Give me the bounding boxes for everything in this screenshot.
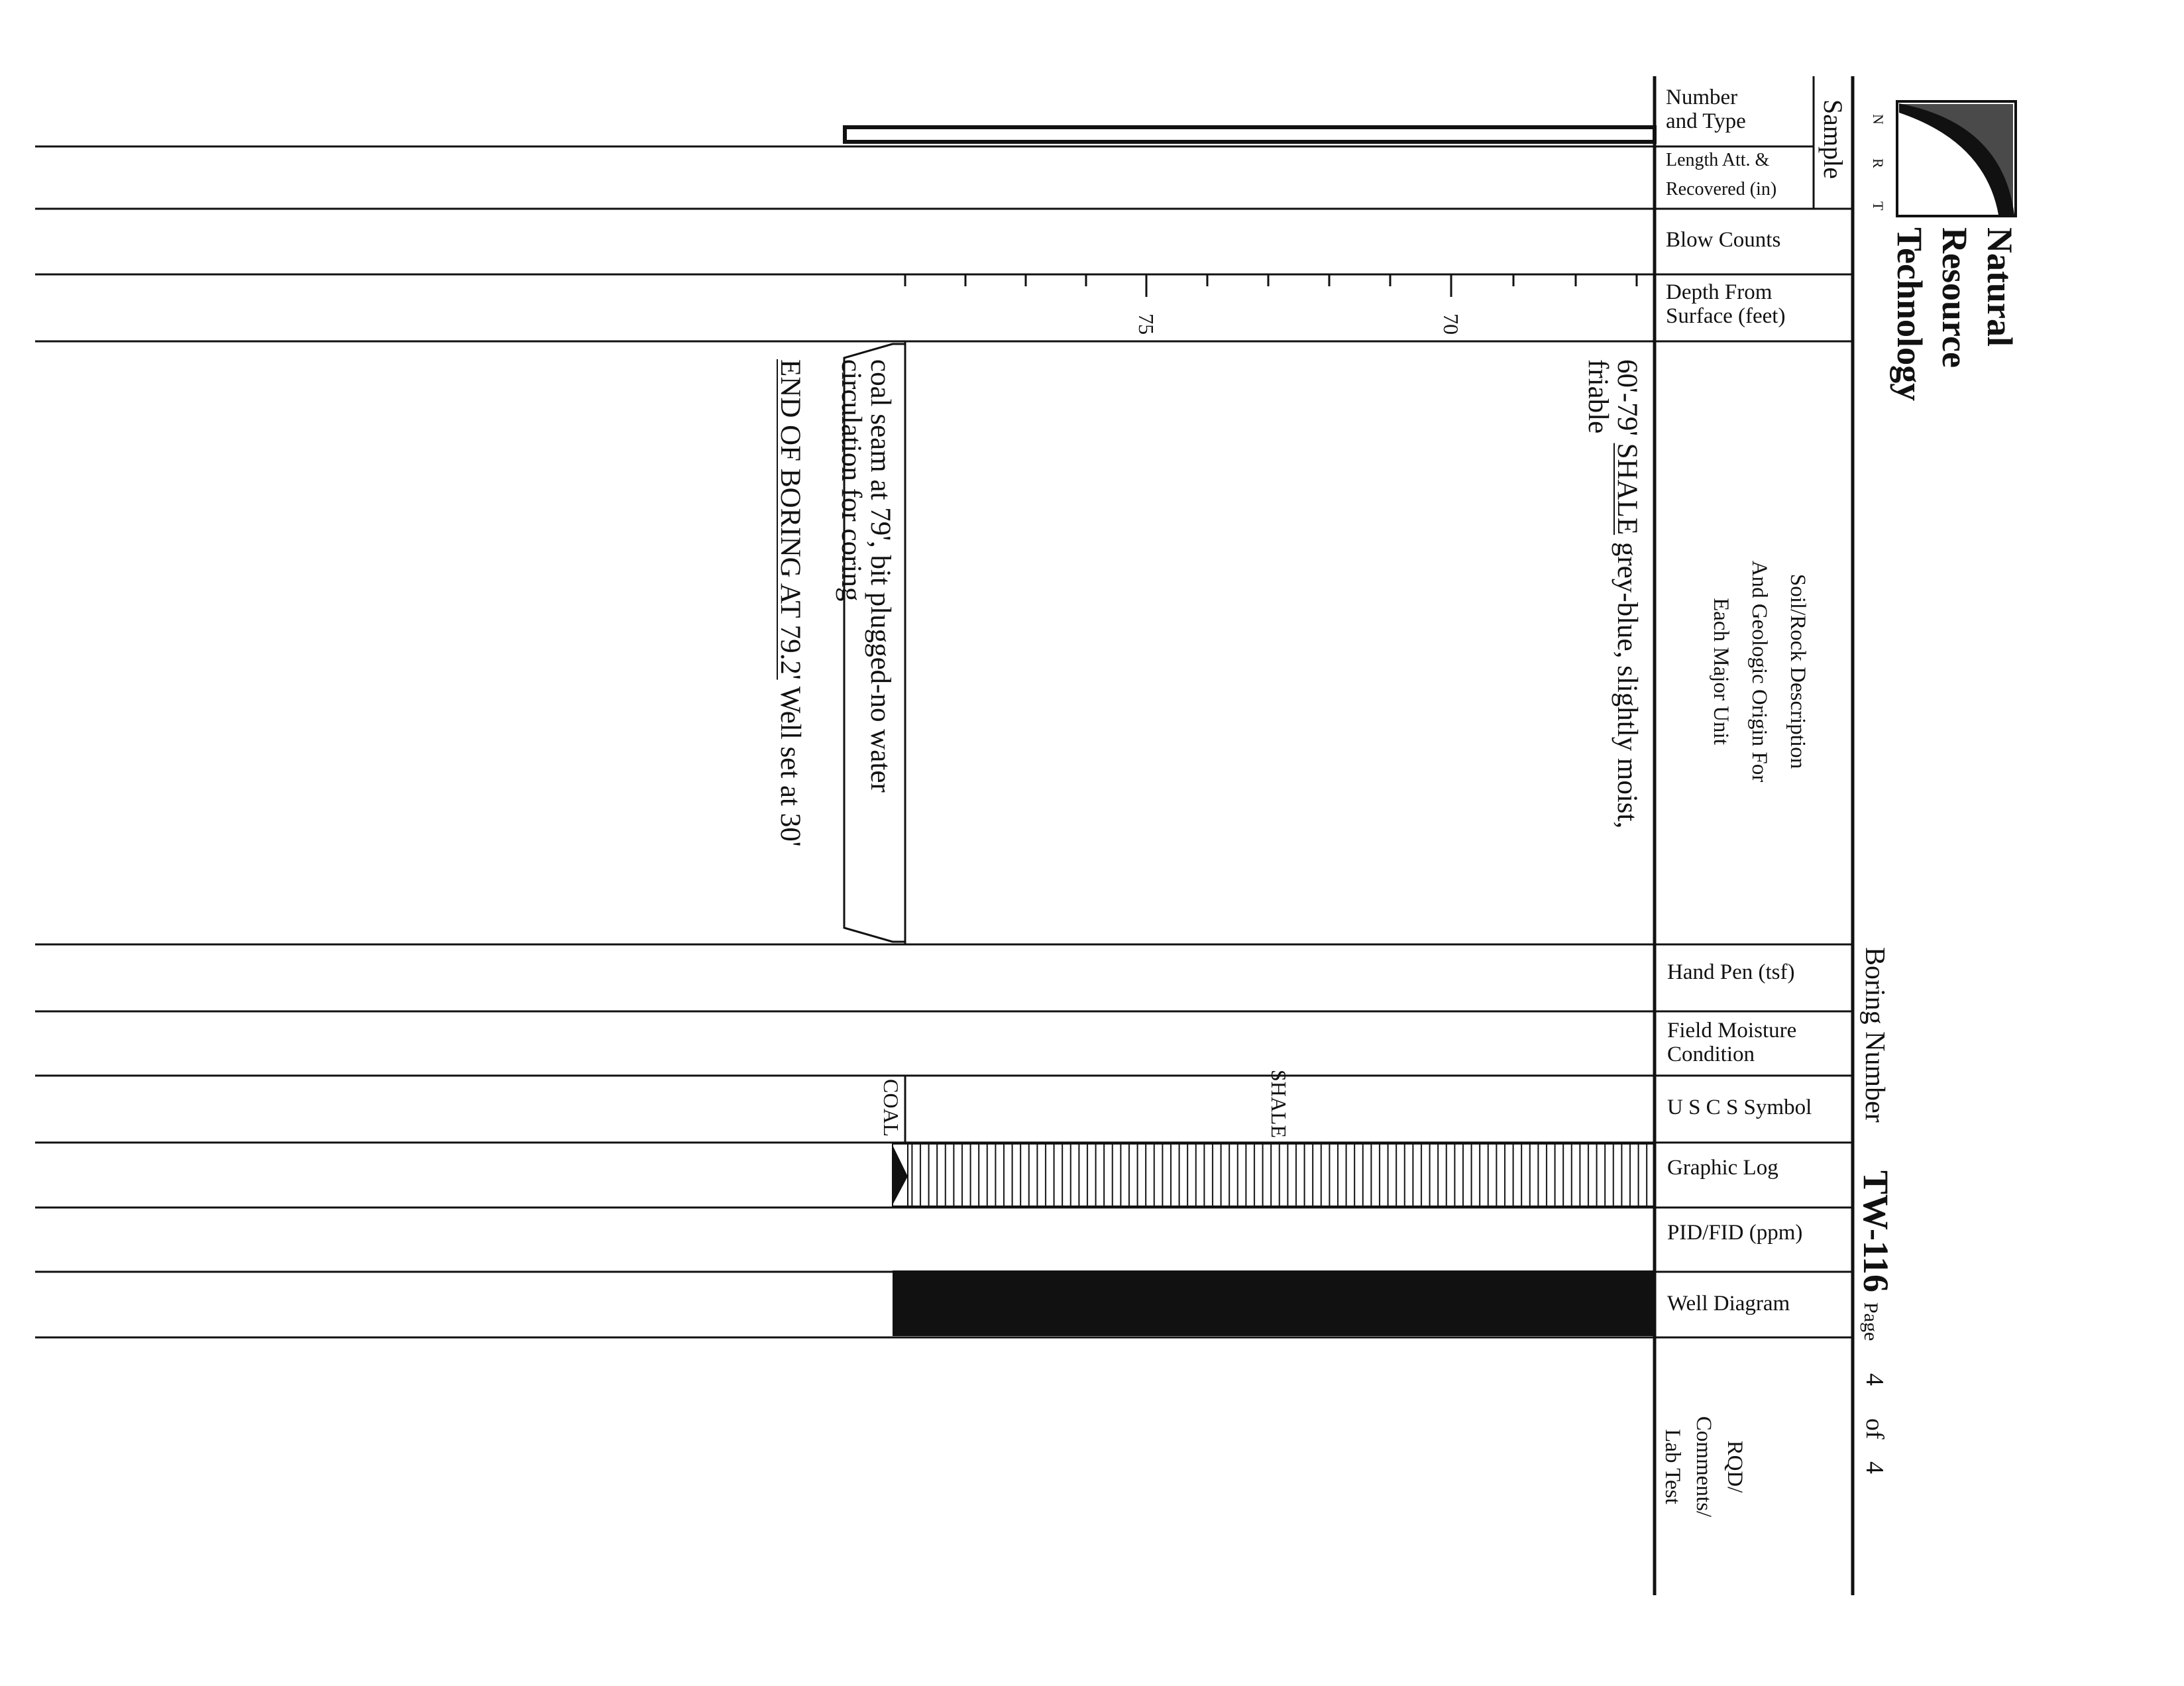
column-header-line: Soil/Rock Description [1786, 573, 1810, 769]
column-header-line: Each Major Unit [1709, 598, 1733, 745]
uscs-symbol-coal: COAL [879, 1079, 903, 1137]
column-header-line: RQD/ [1723, 1440, 1747, 1493]
column-header-line: Condition [1667, 1042, 1755, 1066]
column-header-pid-fid: PID/FID (ppm) [1667, 1221, 1803, 1245]
shale-graphic-log [908, 1144, 1655, 1206]
well-set-text: Well set at 30' [775, 686, 806, 847]
column-header-line: Lab Test [1661, 1429, 1684, 1504]
boring-number: TW-116 [1856, 1170, 1896, 1293]
column-header-field-moisture [1667, 1019, 1796, 1066]
logo-initial-n: N [1870, 114, 1886, 125]
column-header-blow-counts: Blow Counts [1666, 228, 1781, 252]
company-name-line: Resource [1935, 227, 1975, 368]
shale-depth-range: 60'-79' [1611, 359, 1643, 436]
column-header-line: Number [1666, 85, 1738, 109]
uscs-symbol-shale: SHALE [1267, 1070, 1291, 1139]
column-header-line: Comments/ [1692, 1416, 1716, 1518]
end-of-boring-label: END OF BORING AT 79.2' [775, 359, 806, 680]
page-number: 4 [1861, 1373, 1888, 1386]
column-header-description [1702, 532, 1817, 811]
column-header-uscs: U S C S Symbol [1667, 1096, 1812, 1119]
end-of-boring-note [775, 359, 804, 847]
company-name [1887, 227, 2022, 401]
boring-number-label: Boring Number [1859, 947, 1890, 1123]
column-header-number-type [1666, 85, 1746, 133]
shale-description-text-2: friable [1582, 359, 1613, 434]
column-header-line: Surface (feet) [1666, 304, 1786, 328]
end-of-boring-line [775, 359, 804, 847]
coal-note [836, 359, 895, 793]
coal-note-line: circulation for coring [836, 359, 867, 602]
column-header-sample: Sample [1818, 99, 1848, 179]
column-header-rqd-comments [1657, 1367, 1750, 1566]
company-name-line: Natural [1980, 227, 2020, 347]
shale-unit-name: SHALE [1611, 443, 1643, 535]
well-diagram-casing [893, 1270, 1655, 1336]
column-header-graphic-log: Graphic Log [1667, 1156, 1778, 1180]
column-header-depth [1666, 280, 1785, 328]
column-header-line: Field Moisture [1667, 1019, 1797, 1042]
shale-description-line [1612, 359, 1641, 828]
coal-note-line: coal seam at 79', bit plugged-no water [865, 359, 896, 793]
logo-initial-r: R [1870, 158, 1886, 168]
column-header-well-diagram: Well Diagram [1667, 1292, 1790, 1316]
depth-scale [905, 274, 1637, 297]
depth-label-70: 70 [1439, 313, 1463, 335]
column-header-line: Depth From [1666, 280, 1773, 304]
page-of-label: of [1861, 1418, 1888, 1439]
page-label: Page [1860, 1302, 1882, 1341]
grid-lines [35, 76, 1853, 1595]
nrt-logo-mark [1897, 101, 2016, 216]
sample-interval-bar [845, 127, 1655, 142]
logo-initial-t: T [1870, 201, 1886, 211]
column-header-hand-pen: Hand Pen (tsf) [1667, 960, 1795, 984]
company-name-line: Technology [1890, 227, 1930, 402]
column-header-line: and Type [1666, 109, 1746, 133]
column-header-line: Length Att. & [1666, 150, 1770, 170]
shale-description [1583, 359, 1641, 828]
depth-label-75: 75 [1134, 313, 1158, 335]
column-header-length-recovered [1666, 146, 1776, 204]
column-header-line: Recovered (in) [1666, 179, 1777, 199]
page-total: 4 [1861, 1461, 1888, 1474]
column-header-line: And Geologic Origin For [1747, 560, 1771, 783]
shale-description-text: grey-blue, slightly moist, [1611, 541, 1643, 829]
